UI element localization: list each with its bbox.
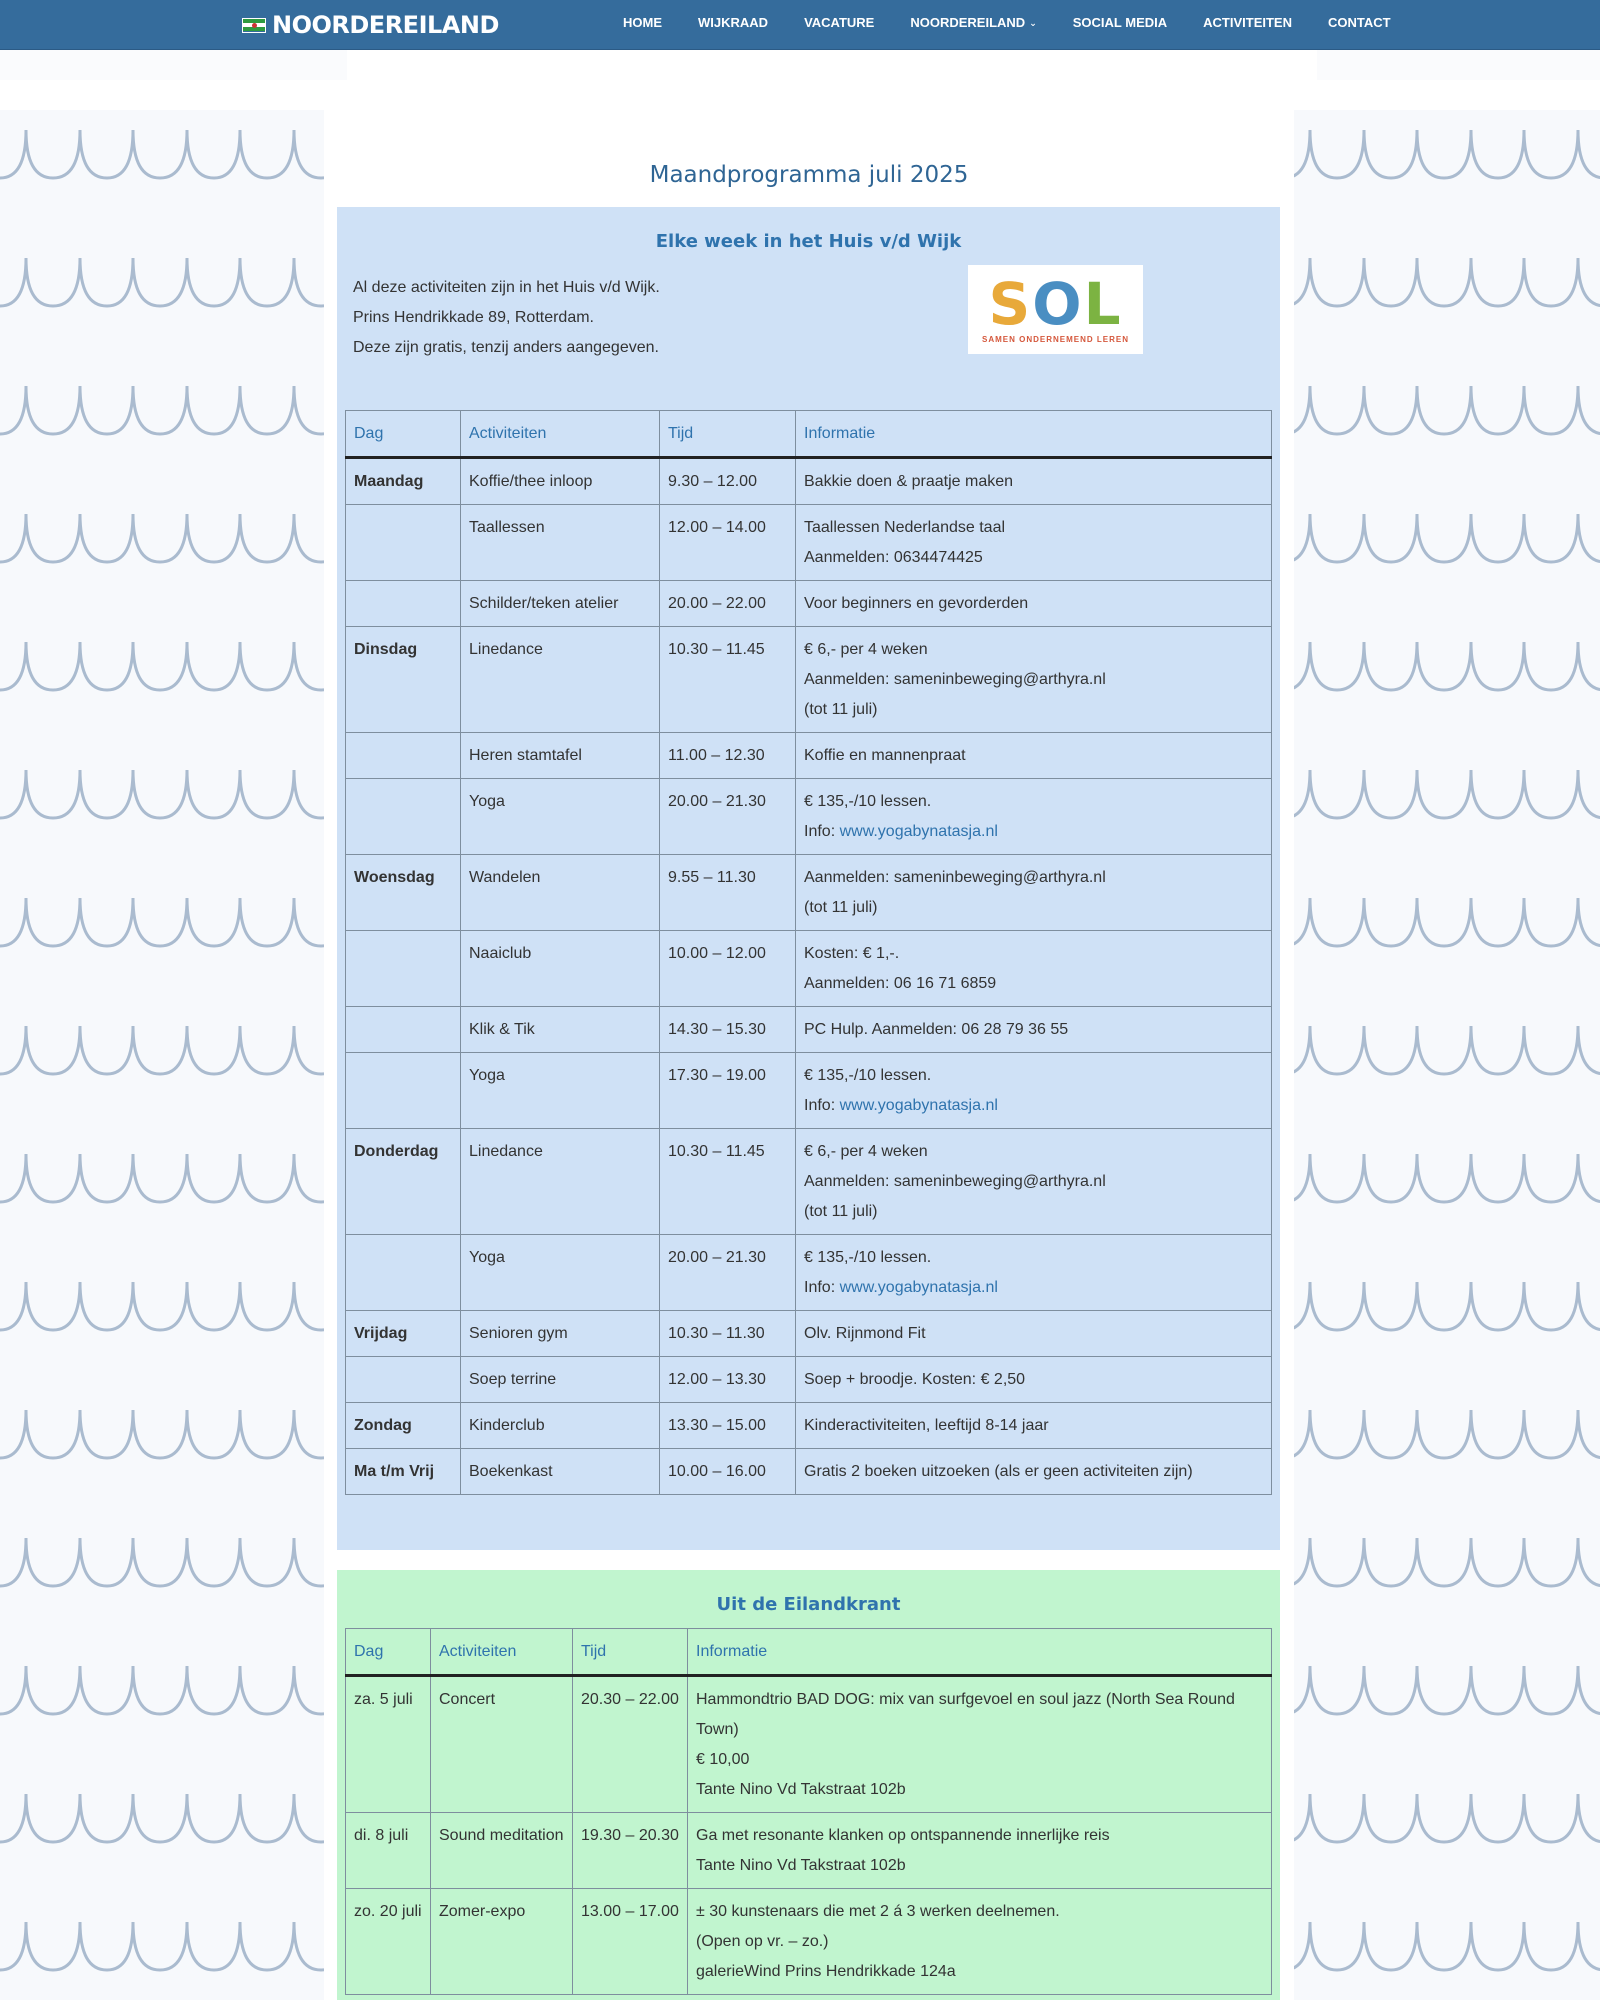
nav-label: ACTIVITEITEN (1203, 15, 1292, 30)
info-line: PC Hulp. Aanmelden: 06 28 79 36 55 (804, 1021, 1069, 1038)
cell-info (796, 1449, 1272, 1495)
cell-info (796, 505, 1272, 581)
page-title: Maandprogramma juli 2025 (649, 162, 969, 188)
cell-activity: Wandelen (461, 855, 660, 931)
info-line: Ga met resonante klanken op ontspannende innerlijke reis (696, 1827, 1110, 1844)
cell-activity: Linedance (461, 627, 660, 733)
table-row (346, 1129, 1272, 1235)
cell-time: 17.30 – 19.00 (660, 1053, 796, 1129)
cell-day (346, 733, 461, 779)
cell-activity: Naaiclub (461, 931, 660, 1007)
top-navbar (0, 0, 1600, 50)
cell-info (796, 733, 1272, 779)
cell-day: Zondag (346, 1403, 461, 1449)
cell-time: 11.00 – 12.30 (660, 733, 796, 779)
cell-activity: Senioren gym (461, 1311, 660, 1357)
table-row (346, 1676, 1272, 1813)
krant-section (337, 1570, 1280, 2000)
weekly-intro (345, 265, 1272, 410)
cell-activity: Soep terrine (461, 1357, 660, 1403)
info-line: Aanmelden: sameninbeweging@arthyra.nl (804, 869, 1106, 886)
info-line: Aanmelden: 06 16 71 6859 (804, 975, 997, 992)
yoga-link[interactable]: www.yogabynatasja.nl (839, 1279, 998, 1296)
nav-label: CONTACT (1327, 15, 1391, 30)
cell-info (796, 1007, 1272, 1053)
cell-time: 9.55 – 11.30 (660, 855, 796, 931)
content-area (324, 110, 1294, 2000)
header-spacer (0, 50, 1600, 110)
table-row (346, 733, 1272, 779)
cell-day (346, 1007, 461, 1053)
intro-line: Al deze activiteiten zijn in het Huis v/d Wijk. (353, 279, 660, 296)
cell-info (688, 1889, 1272, 1995)
cell-activity: Taallessen (461, 505, 660, 581)
cell-time: 20.00 – 21.30 (660, 779, 796, 855)
site-name: NOORDEREILAND (272, 11, 499, 39)
cell-day: za. 5 juli (346, 1676, 431, 1813)
cell-time: 10.30 – 11.45 (660, 627, 796, 733)
info-line: € 10,00 (696, 1751, 750, 1768)
cell-activity: Schilder/teken atelier (461, 581, 660, 627)
site-logo[interactable] (242, 9, 499, 41)
cell-time: 10.30 – 11.30 (660, 1311, 796, 1357)
flag-icon (242, 18, 266, 33)
cell-info (796, 779, 1272, 855)
info-line (804, 817, 1263, 847)
weekly-section (337, 207, 1280, 1550)
cell-activity: Concert (431, 1676, 573, 1813)
column-header: Activiteiten (461, 411, 660, 458)
nav-home[interactable] (605, 0, 680, 45)
nav-social-media[interactable] (1055, 0, 1185, 45)
info-line: Olv. Rijnmond Fit (804, 1325, 926, 1342)
cell-activity: Heren stamtafel (461, 733, 660, 779)
table-row (346, 1449, 1272, 1495)
cell-time: 13.00 – 17.00 (573, 1889, 688, 1995)
cell-day: di. 8 juli (346, 1813, 431, 1889)
yoga-link[interactable]: www.yogabynatasja.nl (839, 823, 998, 840)
table-row (346, 1053, 1272, 1129)
nav-label: NOORDEREILAND (910, 15, 1026, 30)
cell-info (796, 581, 1272, 627)
cell-activity: Koffie/thee inloop (461, 458, 660, 505)
info-line: galerieWind Prins Hendrikkade 124a (696, 1963, 956, 1980)
cell-day (346, 931, 461, 1007)
info-line: Tante Nino Vd Takstraat 102b (696, 1781, 906, 1798)
info-line: Kinderactiviteiten, leeftijd 8-14 jaar (804, 1417, 1049, 1434)
info-line: (tot 11 juli) (804, 1203, 878, 1220)
krant-table (345, 1628, 1272, 1995)
info-line: € 135,-/10 lessen. (804, 793, 932, 810)
cell-day: Maandag (346, 458, 461, 505)
intro-line: Prins Hendrikkade 89, Rotterdam. (353, 309, 594, 326)
nav-label: HOME (623, 15, 662, 30)
table-row (346, 1311, 1272, 1357)
cell-time: 10.00 – 12.00 (660, 931, 796, 1007)
cell-day (346, 581, 461, 627)
info-line: Aanmelden: 0634474425 (804, 549, 983, 566)
sol-logo: SOL SAMEN ONDERNEMEND LEREN (968, 265, 1143, 354)
yoga-link[interactable]: www.yogabynatasja.nl (839, 1097, 998, 1114)
cell-time: 14.30 – 15.30 (660, 1007, 796, 1053)
info-line: (tot 11 juli) (804, 701, 878, 718)
cell-day: Ma t/m Vrij (346, 1449, 461, 1495)
info-line: Gratis 2 boeken uitzoeken (als er geen activiteiten zijn) (804, 1463, 1193, 1480)
cell-info (796, 855, 1272, 931)
intro-line: Deze zijn gratis, tenzij anders aangegeven. (353, 339, 659, 356)
cell-day (346, 505, 461, 581)
info-line: Aanmelden: sameninbeweging@arthyra.nl (804, 1173, 1106, 1190)
table-row (346, 581, 1272, 627)
cell-day (346, 1235, 461, 1311)
info-line: Aanmelden: sameninbeweging@arthyra.nl (804, 671, 1106, 688)
cell-time: 12.00 – 13.30 (660, 1357, 796, 1403)
cell-time: 10.00 – 16.00 (660, 1449, 796, 1495)
weekly-title: Elke week in het Huis v/d Wijk (655, 231, 962, 252)
info-prefix: Info: (804, 1279, 840, 1296)
table-row (346, 1357, 1272, 1403)
cell-info (796, 1403, 1272, 1449)
cell-day: Dinsdag (346, 627, 461, 733)
cell-info (796, 458, 1272, 505)
cell-time: 20.00 – 21.30 (660, 1235, 796, 1311)
cell-info (688, 1813, 1272, 1889)
nav-label: WIJKRAAD (698, 15, 769, 30)
main-menu (605, 0, 1409, 45)
info-line: (tot 11 juli) (804, 899, 878, 916)
cell-day: zo. 20 juli (346, 1889, 431, 1995)
cell-info (796, 627, 1272, 733)
info-line: (Open op vr. – zo.) (696, 1933, 829, 1950)
nav-activiteiten[interactable] (1185, 0, 1310, 45)
cell-info (796, 1129, 1272, 1235)
table-row (346, 779, 1272, 855)
info-line: Soep + broodje. Kosten: € 2,50 (804, 1371, 1026, 1388)
cell-info (688, 1676, 1272, 1813)
sol-logo-subtitle: SAMEN ONDERNEMEND LEREN (981, 335, 1129, 344)
table-row (346, 931, 1272, 1007)
cell-info (796, 1311, 1272, 1357)
nav-vacature[interactable] (786, 0, 892, 45)
nav-noordereiland[interactable] (892, 0, 1054, 45)
cell-activity: Zomer-expo (431, 1889, 573, 1995)
column-header: Tijd (660, 411, 796, 458)
nav-label: SOCIAL MEDIA (1072, 15, 1168, 30)
cell-day: Woensdag (346, 855, 461, 931)
cell-day: Donderdag (346, 1129, 461, 1235)
info-line: € 6,- per 4 weken (804, 641, 928, 658)
weekly-table (345, 410, 1272, 1495)
table-row (346, 505, 1272, 581)
cell-day (346, 779, 461, 855)
info-line: Kosten: € 1,-. (804, 945, 900, 962)
cell-day (346, 1357, 461, 1403)
cell-activity: Yoga (461, 779, 660, 855)
cell-activity: Klik & Tik (461, 1007, 660, 1053)
info-prefix: Info: (804, 823, 840, 840)
cell-time: 9.30 – 12.00 (660, 458, 796, 505)
info-line (804, 1273, 1263, 1303)
info-line: € 6,- per 4 weken (804, 1143, 928, 1160)
info-line: Bakkie doen & praatje maken (804, 473, 1014, 490)
info-line: Koffie en mannenpraat (804, 747, 966, 764)
column-header: Dag (346, 1629, 431, 1676)
column-header: Informatie (796, 411, 1272, 458)
column-header: Activiteiten (431, 1629, 573, 1676)
intro-text (353, 273, 660, 363)
info-line: Tante Nino Vd Takstraat 102b (696, 1857, 906, 1874)
table-row (346, 1235, 1272, 1311)
table-row (346, 1007, 1272, 1053)
cell-time: 20.30 – 22.00 (573, 1676, 688, 1813)
cell-time: 10.30 – 11.45 (660, 1129, 796, 1235)
table-row (346, 627, 1272, 733)
cell-time: 20.00 – 22.00 (660, 581, 796, 627)
column-header: Tijd (573, 1629, 688, 1676)
cell-info (796, 1053, 1272, 1129)
table-row (346, 855, 1272, 931)
nav-label: VACATURE (804, 15, 875, 30)
nav-wijkraad[interactable] (680, 0, 786, 45)
table-row (346, 1889, 1272, 1995)
cell-info (796, 1357, 1272, 1403)
cell-day: Vrijdag (346, 1311, 461, 1357)
cell-activity: Sound meditation (431, 1813, 573, 1889)
chevron-down-icon: ⌄ (1029, 18, 1037, 28)
cell-time: 13.30 – 15.00 (660, 1403, 796, 1449)
cell-time: 12.00 – 14.00 (660, 505, 796, 581)
cell-day (346, 1053, 461, 1129)
table-row (346, 1403, 1272, 1449)
column-header: Dag (346, 411, 461, 458)
cell-activity: Yoga (461, 1053, 660, 1129)
info-line: Voor beginners en gevorderden (804, 595, 1029, 612)
info-line (804, 1091, 1263, 1121)
krant-title: Uit de Eilandkrant (716, 1594, 901, 1615)
info-line: Hammondtrio BAD DOG: mix van surfgevoel en soul jazz (North Sea Round Town) (696, 1691, 1235, 1738)
cell-activity: Kinderclub (461, 1403, 660, 1449)
table-row (346, 458, 1272, 505)
nav-contact[interactable] (1310, 0, 1409, 45)
cell-time: 19.30 – 20.30 (573, 1813, 688, 1889)
cell-activity: Yoga (461, 1235, 660, 1311)
info-line: € 135,-/10 lessen. (804, 1249, 932, 1266)
info-line: ± 30 kunstenaars die met 2 á 3 werken deelnemen. (696, 1903, 1060, 1920)
cell-info (796, 931, 1272, 1007)
info-prefix: Info: (804, 1097, 840, 1114)
cell-activity: Boekenkast (461, 1449, 660, 1495)
column-header: Informatie (688, 1629, 1272, 1676)
info-line: € 135,-/10 lessen. (804, 1067, 932, 1084)
cell-activity: Linedance (461, 1129, 660, 1235)
table-row (346, 1813, 1272, 1889)
info-line: Taallessen Nederlandse taal (804, 519, 1006, 536)
cell-info (796, 1235, 1272, 1311)
